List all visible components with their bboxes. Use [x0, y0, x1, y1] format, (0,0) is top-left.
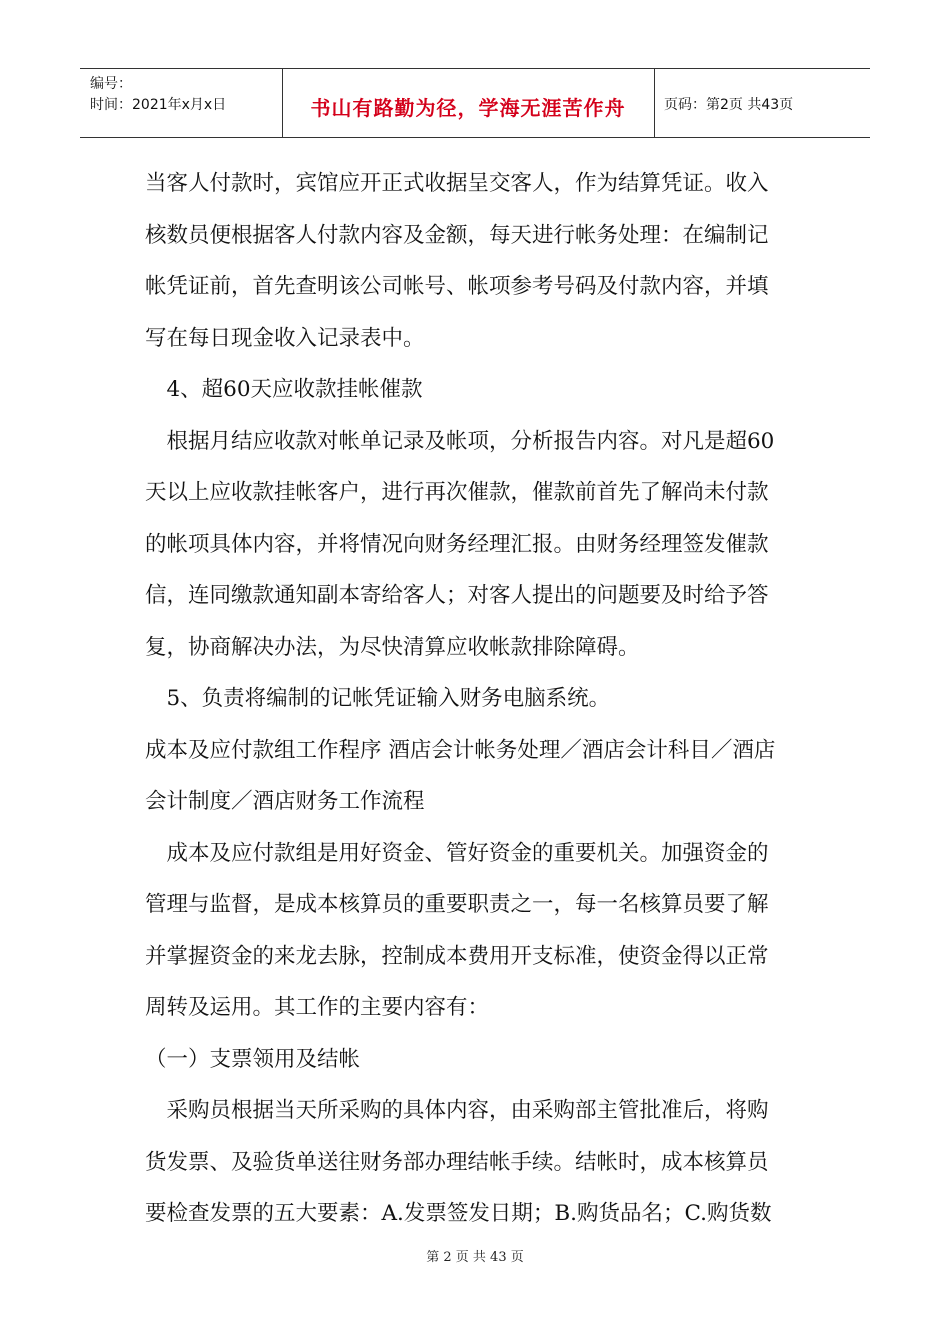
header-motto-cell [282, 69, 655, 137]
document-body [145, 158, 807, 1240]
body-line: 的帐项具体内容，并将情况向财务经理汇报。由财务经理签发催款 [145, 531, 769, 557]
body-line: 写在每日现金收入记录表中。 [145, 325, 425, 351]
body-line: 周转及运用。其工作的主要内容有： [145, 995, 490, 1020]
body-line: 复，协商解决办法，为尽快清算应收帐款排除障碍。 [145, 634, 640, 660]
body-line: 并掌握资金的来龙去脉，控制成本费用开支标准，使资金得以正常 [145, 943, 769, 969]
header-page-cell [654, 69, 870, 137]
body-line: 当客人付款时，宾馆应开正式收据呈交客人，作为结算凭证。收入 [145, 171, 769, 196]
header-page-number: 页码：第2页 共43页 [664, 97, 794, 113]
body-line: 核数员便根据客人付款内容及金额，每天进行帐务处理：在编制记 [145, 222, 769, 248]
body-line: 货发票、及验货单送往财务部办理结帐手续。结帐时，成本核算员 [145, 1149, 769, 1175]
body-line: 根据月结应收款对帐单记录及帐项，分析报告内容。对凡是超60 [145, 428, 775, 454]
body-line: 信，连同缴款通知副本寄给客人；对客人提出的问题要及时给予答 [145, 583, 769, 608]
page-footer: 第 2 页 共 43 页 [426, 1250, 524, 1265]
header-motto: 书山有路勤为径，学海无涯苦作舟 [310, 96, 626, 120]
header-info-cell [80, 69, 283, 137]
section-title: 会计制度／酒店财务工作流程 [145, 789, 425, 814]
section-heading: （一）支票领用及结帐 [145, 1046, 361, 1072]
document-date-label: 时间：2021年x月x日 [90, 97, 227, 113]
body-line: 要检查发票的五大要素：A.发票签发日期；B.购货品名；C.购货数 [145, 1201, 772, 1226]
body-line: 帐凭证前，首先查明该公司帐号、帐项参考号码及付款内容，并填 [145, 274, 769, 299]
section-heading: 5、负责将编制的记帐凭证输入财务电脑系统。 [145, 686, 611, 711]
section-heading: 4、超60天应收款挂帐催款 [145, 377, 423, 402]
body-line: 天以上应收款挂帐客户，进行再次催款，催款前首先了解尚未付款 [145, 480, 769, 505]
body-line: 采购员根据当天所采购的具体内容，由采购部主管批准后，将购 [145, 1098, 769, 1123]
body-line: 管理与监督，是成本核算员的重要职责之一，每一名核算员要了解 [145, 892, 769, 917]
document-number-label: 编号： [90, 76, 132, 92]
body-line: 成本及应付款组是用好资金、管好资金的重要机关。加强资金的 [145, 840, 769, 866]
section-title: 成本及应付款组工作程序 酒店会计帐务处理／酒店会计科目／酒店 [145, 737, 776, 763]
page-header [80, 68, 870, 138]
